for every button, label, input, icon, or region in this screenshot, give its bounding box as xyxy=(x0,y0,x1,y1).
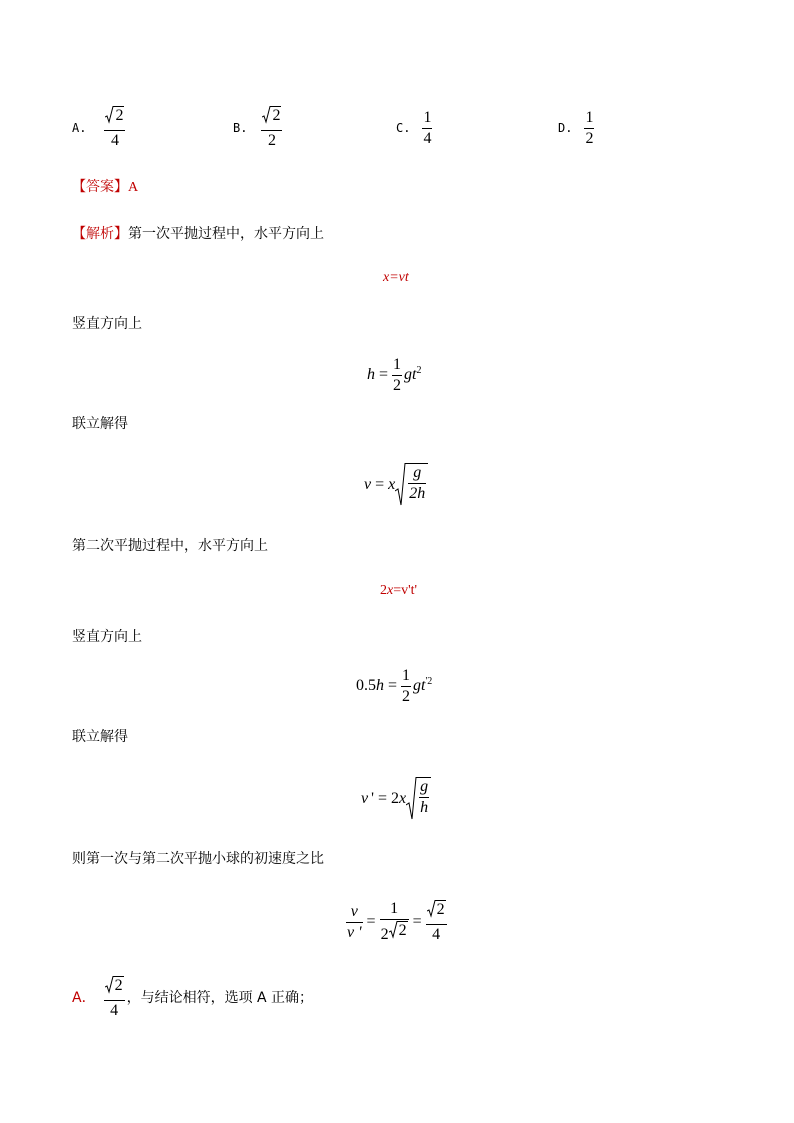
analysis-intro-text: 第一次平抛过程中，水平方向上 xyxy=(128,226,324,242)
eq6-num: g xyxy=(420,778,429,795)
eq6-den: h xyxy=(420,799,429,816)
option-a xyxy=(72,106,125,150)
eq2-sup: 2 xyxy=(416,365,422,376)
eq4-rhs: =v't' xyxy=(393,583,418,598)
eq3-num: g xyxy=(413,464,422,481)
option-c xyxy=(396,106,432,150)
option-d-denominator: 2 xyxy=(585,129,594,147)
eq3-sqrt xyxy=(395,463,428,507)
second-throw-text: 第二次平抛过程中，水平方向上 xyxy=(72,538,268,554)
option-c-numerator: 1 xyxy=(423,108,432,126)
conclusion-denominator: 4 xyxy=(110,1002,119,1019)
option-a-radicand: 2 xyxy=(115,107,124,124)
eq7-den1: v ' xyxy=(347,923,362,941)
eq2-num: 1 xyxy=(393,355,402,373)
options-row xyxy=(72,106,672,150)
eq7-num2: 1 xyxy=(390,900,399,917)
vertical-label-1: 竖直方向上 xyxy=(72,316,142,332)
eq6-coef: 2 xyxy=(391,790,400,807)
option-a-denominator: 4 xyxy=(110,132,119,149)
eq6-var: x xyxy=(399,790,407,807)
option-c-fraction xyxy=(422,109,432,148)
eq7-num1: v xyxy=(350,902,358,920)
eq2-lhs: h xyxy=(367,366,375,383)
equation-2x xyxy=(380,583,417,599)
option-b xyxy=(233,106,282,150)
equation-h: h = $\frac{1}{2}$ gt $^2$ xyxy=(367,355,422,394)
eq2-rhs: gt xyxy=(404,366,417,383)
option-a-label: A. xyxy=(72,121,87,135)
eq4-coef: 2 xyxy=(380,583,387,598)
answer-line xyxy=(72,179,138,196)
option-b-radicand: 2 xyxy=(272,107,281,124)
eq5-lhs-var: h xyxy=(376,677,384,694)
option-d-numerator: 1 xyxy=(585,108,594,126)
eq7-den3: 4 xyxy=(432,926,441,943)
answer-value: A xyxy=(128,180,139,195)
eq2-den: 2 xyxy=(393,376,402,394)
option-d xyxy=(558,106,594,150)
equation-v: v = x $\frac{g}{2h}$ xyxy=(364,462,428,508)
eq5-lhs-num: 0.5 xyxy=(356,677,376,694)
answer-tag: 【答案】 xyxy=(72,179,128,195)
vertical-label-2: 竖直方向上 xyxy=(72,629,142,645)
eq3-den: 2h xyxy=(409,485,426,502)
eq5-sup: '2 xyxy=(425,676,433,687)
equation-x-vt: x=vt xyxy=(383,270,409,285)
conclusion-label: A． xyxy=(72,990,96,1006)
solve-label-2: 联立解得 xyxy=(72,729,128,745)
eq7-den2-rad: 2 xyxy=(398,922,407,939)
option-d-fraction xyxy=(584,109,594,148)
eq6-sqrt xyxy=(406,777,431,821)
equation-v-prime: v ' = 2 x $\frac{g}{h}$ xyxy=(361,776,431,822)
eq5-rhs: gt xyxy=(413,677,426,694)
option-b-denominator: 2 xyxy=(267,132,276,149)
option-c-denominator: 4 xyxy=(423,129,432,147)
conclusion-radicand: 2 xyxy=(114,977,123,994)
analysis-intro xyxy=(72,226,324,242)
eq6-prime: ' xyxy=(371,790,374,807)
option-d-label: D. xyxy=(558,121,573,135)
eq3-coef: x xyxy=(388,476,396,493)
option-a-fraction xyxy=(104,106,125,150)
eq4-var: x xyxy=(387,583,394,598)
eq3-lhs: v xyxy=(364,476,372,493)
eq7-den2-coef: 2 xyxy=(380,926,389,943)
eq5-den: 2 xyxy=(402,687,411,705)
option-b-label: B. xyxy=(233,121,248,135)
equation-half-h: 0.5 h = $\frac{1}{2}$ gt $^{'2}$ xyxy=(356,666,433,705)
option-b-fraction xyxy=(261,106,282,150)
option-c-label: C. xyxy=(396,121,411,135)
conclusion-text: ，与结论相符，选项 A 正确； xyxy=(126,990,314,1006)
analysis-tag: 【解析】 xyxy=(72,226,128,242)
equation-ratio: $\frac{v}{v '}$ = 1 2 2 = $\frac{2}{4}$ xyxy=(347,900,445,943)
ratio-text: 则第一次与第二次平抛小球的初速度之比 xyxy=(72,851,324,867)
eq7-num3-rad: 2 xyxy=(436,901,445,918)
eq5-num: 1 xyxy=(402,666,411,684)
solve-label-1: 联立解得 xyxy=(72,416,128,432)
conclusion-line xyxy=(72,976,313,1020)
eq6-lhs: v xyxy=(361,790,369,807)
